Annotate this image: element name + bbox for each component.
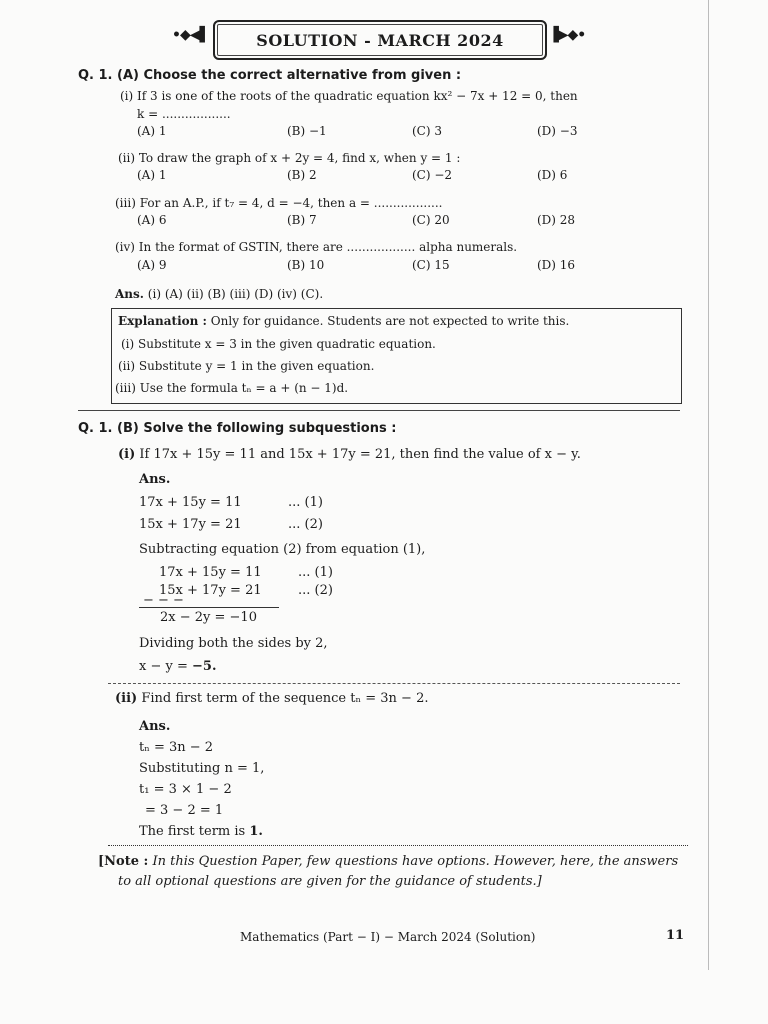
q1a-i-option-c: (C) 3 bbox=[412, 124, 442, 138]
q1b-i-step: Subtracting equation (2) from equation (1), bbox=[139, 542, 426, 557]
ans-text: (i) (A) (ii) (B) (iii) (D) (iv) (C). bbox=[147, 287, 324, 301]
q1b-i-eq2-ref: ... (2) bbox=[288, 517, 323, 532]
page-edge bbox=[708, 0, 709, 970]
q1a-heading: Q. 1. (A) Choose the correct alternative from given : bbox=[78, 68, 462, 83]
note-label: [Note : bbox=[98, 854, 149, 869]
q1b-ii-line-5-value: 1. bbox=[249, 824, 263, 839]
q1b-i-divide: Dividing both the sides by 2, bbox=[139, 636, 328, 651]
q1a-iv-option-c: (C) 15 bbox=[412, 258, 450, 272]
q1b-ii-number: (ii) bbox=[115, 691, 138, 706]
q1a-iv-option-b: (B) 10 bbox=[287, 258, 325, 272]
q1a-ii-option-c: (C) −2 bbox=[412, 168, 453, 182]
footer-text: Mathematics (Part − I) − March 2024 (Solution) bbox=[240, 930, 536, 944]
explanation-line-1: (i) Substitute x = 3 in the given quadratic equation. bbox=[121, 337, 436, 351]
q1b-i-sub-row2: 15x + 17y = 21 bbox=[159, 583, 262, 598]
q1a-i-option-b: (B) −1 bbox=[287, 124, 327, 138]
q1b-i-number: (i) bbox=[118, 447, 136, 462]
q1b-i-sub-row1-ref: ... (1) bbox=[298, 565, 333, 580]
page-number: 11 bbox=[666, 928, 685, 943]
q1a-i-option-a: (A) 1 bbox=[137, 124, 167, 138]
explanation-line-2: (ii) Substitute y = 1 in the given equation. bbox=[118, 359, 375, 373]
q1b-i-final-lhs: x − y = bbox=[139, 659, 192, 674]
q1a-i-option-d: (D) −3 bbox=[537, 124, 578, 138]
explanation-line-3: (iii) Use the formula tₙ = a + (n − 1)d. bbox=[115, 381, 349, 395]
q1b-ii-line-1: tₙ = 3n − 2 bbox=[139, 740, 214, 755]
q1b-ii-line-5 bbox=[139, 824, 263, 839]
note-text-1: In this Question Paper, few questions have options. However, here, the answers bbox=[152, 854, 679, 869]
q1b-i-ans-label: Ans. bbox=[139, 472, 171, 487]
q1a-iii-option-a: (A) 6 bbox=[137, 213, 167, 227]
q1a-iii-question: (iii) For an A.P., if t₇ = 4, d = −4, then a = .................. bbox=[115, 196, 443, 210]
q1b-i-final bbox=[139, 659, 216, 674]
q1a-ii-option-d: (D) 6 bbox=[537, 168, 568, 182]
q1b-i-signs: − − − bbox=[143, 593, 184, 608]
q1a-i-question: (i) If 3 is one of the roots of the quadratic equation kx² − 7x + 12 = 0, then bbox=[120, 89, 578, 103]
q1a-iii-option-c: (C) 20 bbox=[412, 213, 450, 227]
q1a-iii-option-d: (D) 28 bbox=[537, 213, 576, 227]
q1b-i-text: If 17x + 15y = 11 and 15x + 17y = 21, then find the value of x − y. bbox=[139, 447, 581, 462]
q1a-ii-option-a: (A) 1 bbox=[137, 168, 167, 182]
q1b-i-eq1-ref: ... (1) bbox=[288, 495, 323, 510]
q1a-iii-option-b: (B) 7 bbox=[287, 213, 317, 227]
q1b-ii-text: Find first term of the sequence tₙ = 3n − 2. bbox=[141, 691, 429, 706]
q1b-i-question bbox=[118, 447, 581, 462]
explanation-label: Explanation : bbox=[118, 314, 207, 328]
q1b-i-eq1: 17x + 15y = 11 bbox=[139, 495, 242, 510]
q1b-ii-ans-label: Ans. bbox=[139, 719, 171, 734]
q1b-i-sub-row2-ref: ... (2) bbox=[298, 583, 333, 598]
subtraction-line bbox=[139, 607, 279, 608]
q1b-ii-line-5-text: The first term is bbox=[139, 824, 250, 839]
q1a-ii-question: (ii) To draw the graph of x + 2y = 4, find x, when y = 1 : bbox=[118, 151, 461, 165]
q1b-ii-line-2: Substituting n = 1, bbox=[139, 761, 265, 776]
section-divider bbox=[78, 410, 680, 411]
q1b-ii-question bbox=[115, 691, 428, 706]
q1a-iv-question: (iv) In the format of GSTIN, there are .................. alpha numerals. bbox=[115, 240, 518, 254]
q1b-i-result: 2x − 2y = −10 bbox=[160, 610, 257, 625]
q1b-i-final-value: −5. bbox=[192, 659, 217, 674]
left-ornament-icon: •◆◀▌ bbox=[172, 27, 210, 43]
q1b-i-sub-row1: 17x + 15y = 11 bbox=[159, 565, 262, 580]
q1a-iv-option-a: (A) 9 bbox=[137, 258, 167, 272]
q1b-heading: Q. 1. (B) Solve the following subquestions : bbox=[78, 421, 397, 436]
q1a-i-question-cont: k = .................. bbox=[137, 107, 231, 121]
note-line-1 bbox=[98, 854, 678, 869]
q1a-ii-option-b: (B) 2 bbox=[287, 168, 317, 182]
title-banner bbox=[213, 20, 547, 60]
page-title: SOLUTION - MARCH 2024 bbox=[256, 30, 504, 50]
q1b-ii-line-3: t₁ = 3 × 1 − 2 bbox=[139, 782, 232, 797]
q1b-ii-line-4: = 3 − 2 = 1 bbox=[145, 803, 224, 818]
q1a-answer bbox=[115, 287, 323, 301]
q1a-iv-option-d: (D) 16 bbox=[537, 258, 576, 272]
subquestion-divider bbox=[108, 683, 680, 684]
note-divider bbox=[108, 845, 688, 846]
ans-label: Ans. bbox=[115, 287, 144, 301]
right-ornament-icon: ▐▶◆• bbox=[548, 27, 586, 43]
explanation-header bbox=[118, 314, 569, 328]
note-line-2: to all optional questions are given for the guidance of students.] bbox=[118, 874, 542, 889]
q1b-i-eq2: 15x + 17y = 21 bbox=[139, 517, 242, 532]
explanation-text: Only for guidance. Students are not expected to write this. bbox=[210, 314, 570, 328]
